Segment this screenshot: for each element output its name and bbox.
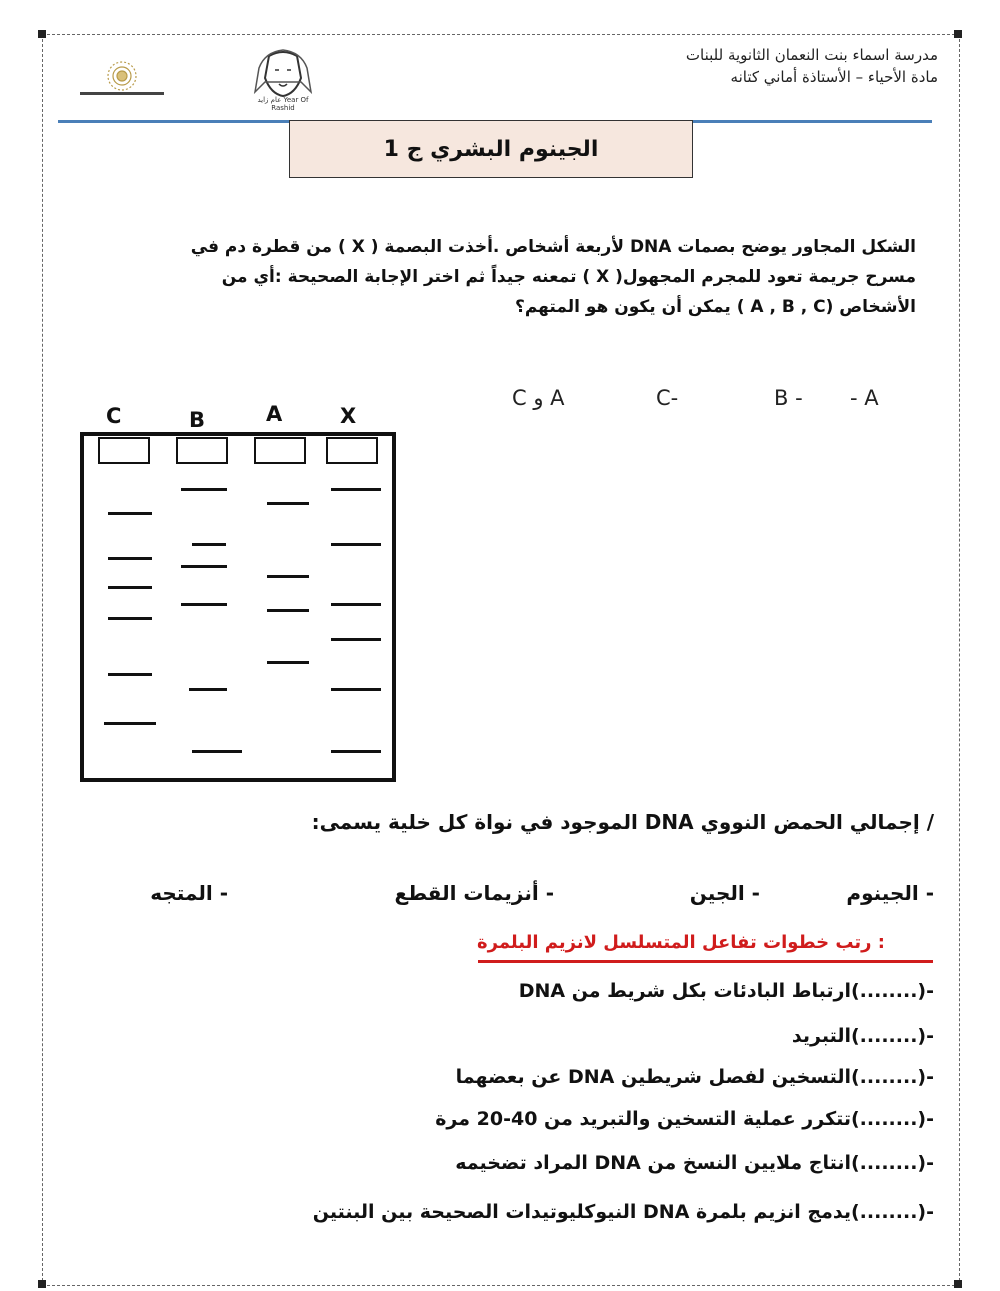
question-1-option-c[interactable]: C- [656,386,679,410]
gel-band [267,661,309,664]
border-corner [38,1280,46,1288]
gel-band [267,502,309,505]
question-1-option-a[interactable]: - A [850,386,879,410]
gel-band [331,750,381,753]
gel-band [331,603,381,606]
question-1-line: الشكل المجاور يوضح بصمات DNA لأربعة أشخاص .أخذت البصمة ( X ) من قطرة دم في [190,237,916,257]
dna-gel-frame [80,432,396,782]
gel-band [108,586,152,589]
question-2-text: / إجمالي الحمض النووي DNA الموجود في نواة كل خلية يسمى: [311,810,934,834]
gel-band [181,565,227,568]
gel-band [192,543,226,546]
gel-well-a [254,437,306,464]
pcr-step[interactable]: -(........)يدمج انزيم بلمرة DNA النيوكليوتيدات الصحيحة بين البنتين [312,1201,934,1223]
gel-band [267,575,309,578]
question-2-option-vector[interactable]: - المتجه [150,881,228,905]
question-3-title: : رتب خطوات تفاعل المتسلسل لانزيم البلمرة [477,932,885,953]
pcr-step[interactable]: -(........)ارتباط البادئات بكل شريط من DNA [518,980,934,1002]
question-2-option-enzymes[interactable]: - أنزيمات القطع [394,881,554,905]
question-1-line: الأشخاص (A , B , C ) يمكن أن يكون هو المتهم؟ [514,297,916,317]
border-corner [38,30,46,38]
gel-well-b [176,437,228,464]
gel-band [189,688,227,691]
gel-band [104,722,156,725]
gel-well-x [326,437,378,464]
gel-label-c: C [106,404,122,428]
question-3-underline [478,960,933,963]
gel-band [331,638,381,641]
gel-band [181,488,227,491]
subject-line: مادة الأحياء – الأستاذة أماني كتانه [730,68,938,86]
pcr-step[interactable]: -(........)تتكرر عملية التسخين والتبريد من 40-20 مرة [435,1108,934,1130]
portrait-caption: عام زايد Year Of Rashid [257,96,309,112]
school-name: مدرسة اسماء بنت النعمان الثانوية للبنات [685,46,938,64]
school-header [686,44,938,88]
gel-band [181,603,227,606]
gel-band [108,617,152,620]
gel-band [108,557,152,560]
gel-band [192,750,242,753]
sun-logo-icon [72,60,172,100]
question-1-text [136,232,916,322]
gel-band [331,688,381,691]
gel-band [331,488,381,491]
pcr-step[interactable]: -(........)التبريد [791,1025,934,1047]
question-1-option-ac[interactable]: A و C [512,386,565,410]
gel-label-x: X [340,404,357,428]
pcr-step[interactable]: -(........)التسخين لفصل شريطين DNA عن بعضهما [455,1066,934,1088]
gel-band [108,512,152,515]
page-title: الجينوم البشري ج 1 [289,120,693,178]
gel-band [267,609,309,612]
gel-band [108,673,152,676]
gel-label-a: A [266,402,283,426]
question-1-line: مسرح جريمة تعود للمجرم المجهول( X ) تمعنه جيداً ثم اختر الإجابة الصحيحة :أي من [221,267,916,287]
border-corner [954,30,962,38]
pcr-step[interactable]: -(........)انتاج ملايين النسخ من DNA المراد تضخيمه [455,1152,934,1174]
border-corner [954,1280,962,1288]
gel-label-b: B [189,408,206,432]
question-1-option-b[interactable]: B - [774,386,803,410]
gel-well-c [98,437,150,464]
question-2-option-gene[interactable]: - الجين [689,881,760,905]
question-2-option-genome[interactable]: - الجينوم [846,881,934,905]
gel-band [331,543,381,546]
